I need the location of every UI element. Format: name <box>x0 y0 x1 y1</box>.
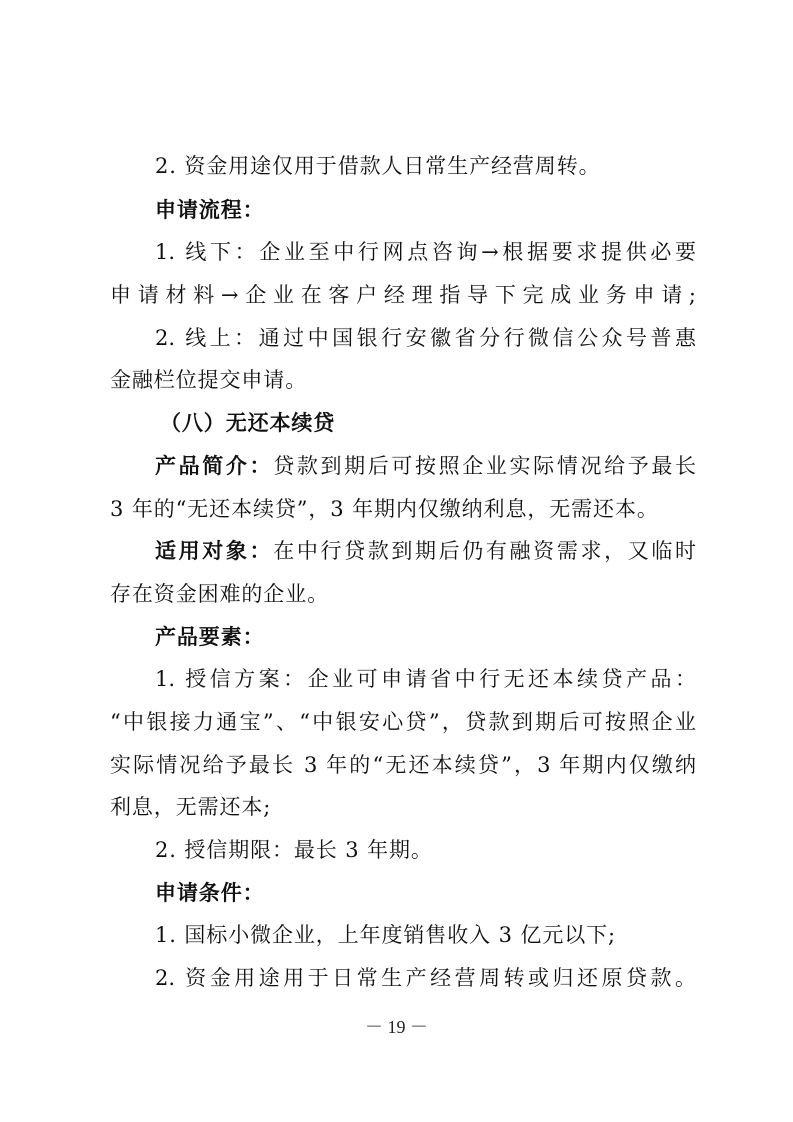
offline-process-line-1: 1. 线下：企业至中行网点咨询→根据要求提供必要 <box>155 240 696 264</box>
target-line-2: 存在资金困难的企业。 <box>110 582 329 606</box>
elements-heading: 产品要素： <box>155 624 265 649</box>
condition-line-1: 1. 国标小微企业，上年度销售收入 3 亿元以下; <box>155 923 616 947</box>
page-number: － 19 － <box>365 1017 428 1037</box>
target-line-1 <box>155 531 696 571</box>
credit-plan-line-3: 实际情况给予最长 3 年的“无还本续贷”，3 年期内仅缴纳 <box>110 753 696 777</box>
credit-plan-line-1: 1. 授信方案：企业可申请省中行无还本续贷产品： <box>155 667 696 691</box>
condition-line-2: 2. 资金用途用于日常生产经营周转或归还原贷款。 <box>155 966 696 990</box>
product-intro-line-2: 3 年的“无还本续贷”，3 年期内仅缴纳利息，无需还本。 <box>110 497 659 521</box>
credit-term-line: 2. 授信期限：最长 3 年期。 <box>155 838 433 862</box>
section-title: （八）无还本续贷 <box>160 410 336 435</box>
target-text: 在中行贷款到期后仍有融资需求，又临时 <box>273 539 697 563</box>
offline-process-line-2: 申请材料→企业在客户经理指导下完成业务申请; <box>110 283 696 307</box>
application-process-heading: 申请流程： <box>155 197 265 222</box>
product-intro-text: 贷款到期后可按照企业实际情况给予最长 <box>273 454 697 478</box>
target-label: 适用对象： <box>155 538 274 563</box>
online-process-line-1: 2. 线上：通过中国银行安徽省分行微信公众号普惠 <box>155 326 696 350</box>
online-process-line-2: 金融栏位提交申请。 <box>110 368 308 392</box>
credit-plan-line-2: “中银接力通宝”、“中银安心贷”，贷款到期后可按照企业 <box>110 710 696 734</box>
product-intro-label: 产品简介： <box>155 453 274 478</box>
conditions-heading: 申请条件： <box>155 880 265 905</box>
use-of-funds-previous: 2. 资金用途仅用于借款人日常生产经营周转。 <box>155 154 601 178</box>
product-intro-line-1 <box>155 446 696 486</box>
credit-plan-line-4: 利息，无需还本; <box>110 795 272 819</box>
